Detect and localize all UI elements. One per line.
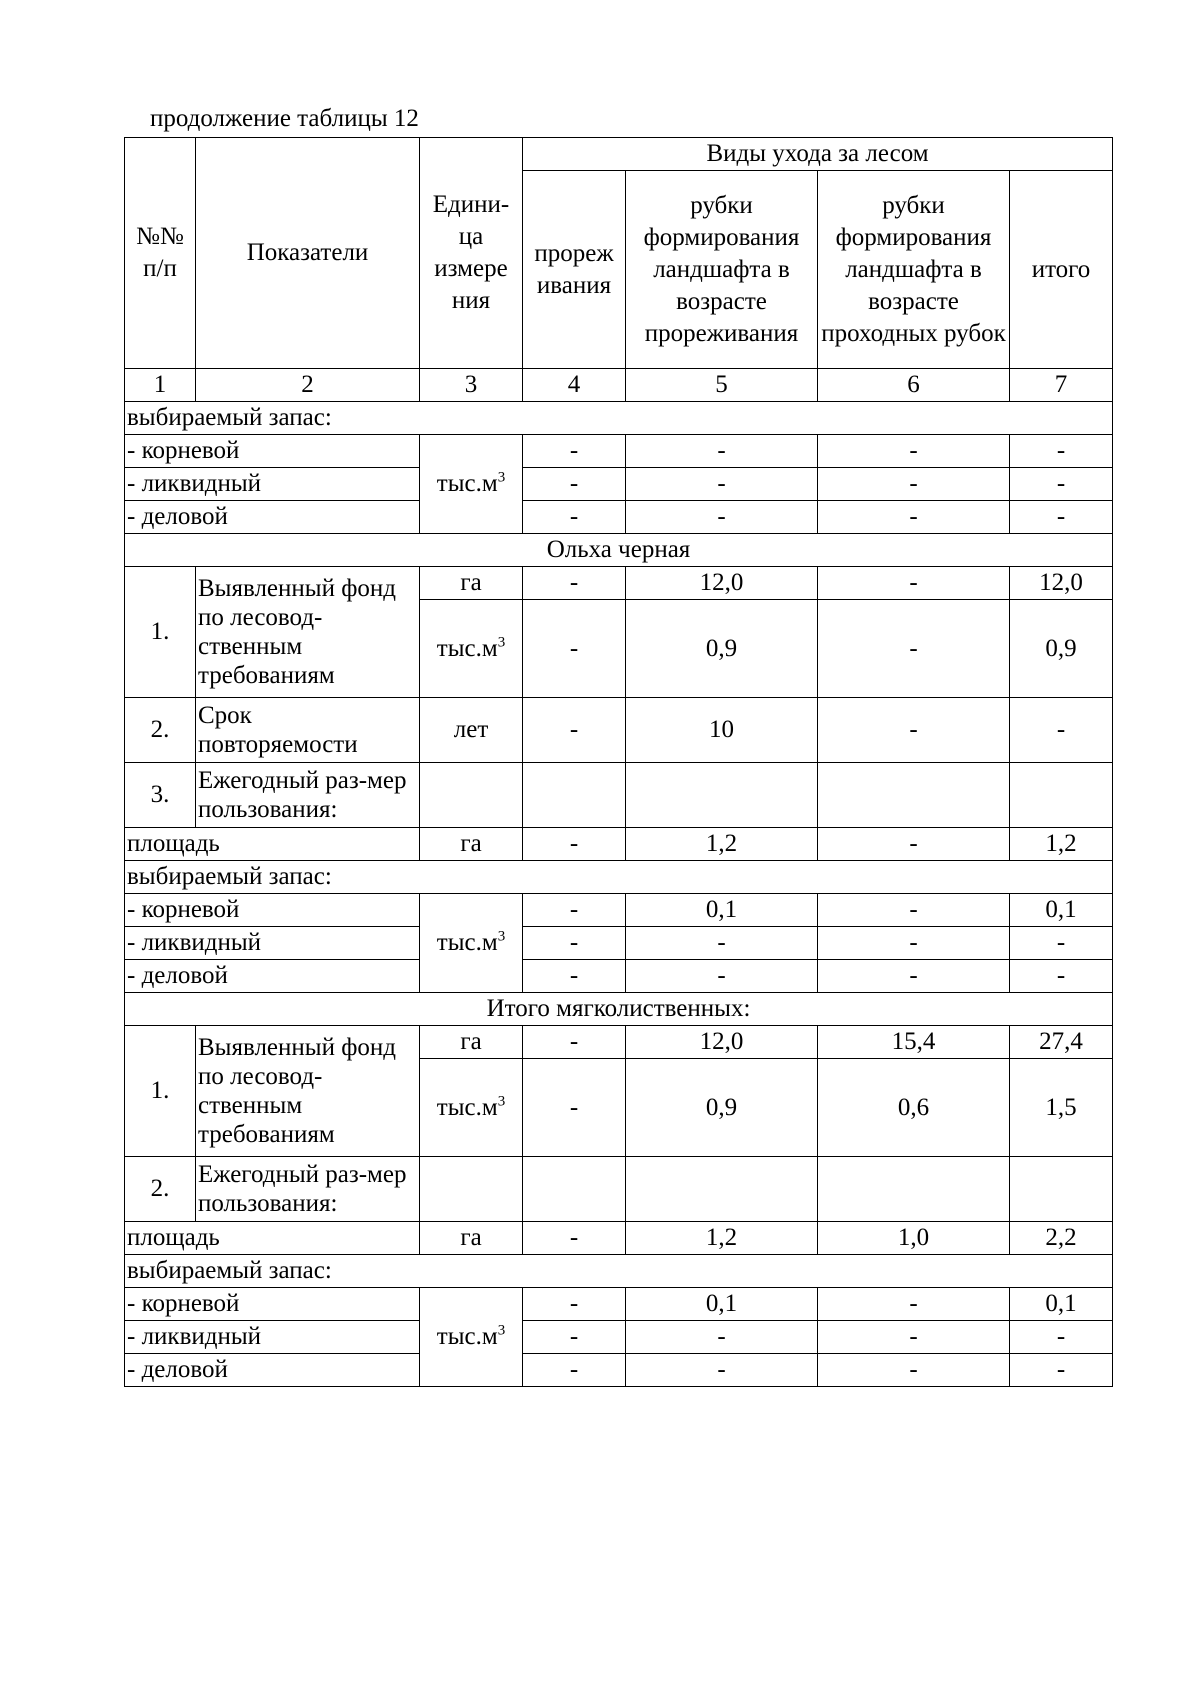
value-cell: -: [523, 960, 626, 993]
value-cell: -: [523, 698, 626, 763]
value-cell: -: [818, 468, 1010, 501]
value-cell: 0,1: [626, 1288, 818, 1321]
unit-text: тыс.м: [436, 1323, 498, 1350]
unit-exp: 3: [497, 1093, 506, 1110]
column-number: 1: [125, 369, 196, 402]
section-title: Итого мягколиственных:: [125, 993, 1113, 1026]
row-number: 2.: [125, 698, 196, 763]
unit-text: тыс.м: [436, 929, 498, 956]
unit-cell: [420, 600, 523, 698]
row-label-annual: Ежегодный раз-мер пользования:: [196, 1157, 420, 1222]
row-number: 2.: [125, 1157, 196, 1222]
column-number: 6: [818, 369, 1010, 402]
column-number: 5: [626, 369, 818, 402]
row-label-period: Срок повторяемости: [196, 698, 420, 763]
value-cell: -: [818, 1288, 1010, 1321]
row-label-liquid: - ликвидный: [125, 1321, 420, 1354]
value-cell: -: [626, 501, 818, 534]
table-row: [125, 894, 1113, 927]
column-number: 3: [420, 369, 523, 402]
value-cell: -: [818, 600, 1010, 698]
column-number: 2: [196, 369, 420, 402]
value-cell: -: [1010, 1321, 1113, 1354]
value-cell: 12,0: [1010, 567, 1113, 600]
header-unit: Едини-ца измере ния: [420, 138, 523, 369]
table-row: [125, 1026, 1113, 1059]
unit-text: тыс.м: [436, 1093, 498, 1121]
unit-cell: [420, 1288, 523, 1387]
empty-cell: [523, 1157, 626, 1222]
unit-cell: [420, 435, 523, 534]
value-cell: -: [626, 960, 818, 993]
value-cell: -: [523, 1059, 626, 1157]
value-cell: 0,1: [1010, 1288, 1113, 1321]
row-label-fund: Выявленный фонд по лесовод-ственным требованиям: [196, 567, 420, 698]
row-label-root: - корневой: [125, 1288, 420, 1321]
row-label-business: - деловой: [125, 501, 420, 534]
table-row: [125, 828, 1113, 861]
row-label-stock: выбираемый запас:: [125, 402, 1113, 435]
empty-cell: [420, 1157, 523, 1222]
unit-cell: га: [420, 828, 523, 861]
value-cell: 1,2: [1010, 828, 1113, 861]
value-cell: -: [523, 1288, 626, 1321]
value-cell: 1,2: [626, 828, 818, 861]
value-cell: 27,4: [1010, 1026, 1113, 1059]
column-number: 4: [523, 369, 626, 402]
value-cell: -: [1010, 927, 1113, 960]
empty-cell: [1010, 1157, 1113, 1222]
value-cell: -: [523, 501, 626, 534]
value-cell: -: [523, 1026, 626, 1059]
table-row: [125, 763, 1113, 828]
value-cell: 1,0: [818, 1222, 1010, 1255]
unit-cell: лет: [420, 698, 523, 763]
table-row: [125, 960, 1113, 993]
empty-cell: [1010, 763, 1113, 828]
unit-cell: га: [420, 567, 523, 600]
value-cell: 12,0: [626, 567, 818, 600]
header-care-types: Виды ухода за лесом: [523, 138, 1113, 171]
value-cell: -: [818, 435, 1010, 468]
section-title: Ольха черная: [125, 534, 1113, 567]
value-cell: 1,5: [1010, 1059, 1113, 1157]
value-cell: -: [818, 1321, 1010, 1354]
value-cell: -: [523, 1222, 626, 1255]
value-cell: -: [626, 1321, 818, 1354]
empty-cell: [818, 763, 1010, 828]
table-row: [125, 1157, 1113, 1222]
table-row: [125, 1288, 1113, 1321]
table-row: [125, 927, 1113, 960]
table-row: [125, 698, 1113, 763]
value-cell: 2,2: [1010, 1222, 1113, 1255]
value-cell: 0,9: [626, 600, 818, 698]
value-cell: -: [626, 1354, 818, 1387]
column-number: 7: [1010, 369, 1113, 402]
table-row: [125, 1321, 1113, 1354]
value-cell: -: [818, 960, 1010, 993]
unit-exp: 3: [497, 928, 506, 945]
header-num: №№ п/п: [125, 138, 196, 369]
value-cell: -: [1010, 698, 1113, 763]
table-row: [125, 501, 1113, 534]
value-cell: -: [523, 567, 626, 600]
row-label-fund: Выявленный фонд по лесовод-ственным требованиям: [196, 1026, 420, 1157]
value-cell: -: [818, 698, 1010, 763]
row-label-business: - деловой: [125, 1354, 420, 1387]
unit-cell: [420, 894, 523, 993]
row-number: 1.: [125, 1026, 196, 1157]
value-cell: -: [523, 1321, 626, 1354]
unit-text: тыс.м: [436, 470, 498, 497]
unit-exp: 3: [497, 634, 506, 651]
unit-cell: га: [420, 1222, 523, 1255]
header-col4: прореж ивания: [523, 171, 626, 369]
header-col5: рубки формирования ландшафта в возрасте прореживания: [626, 171, 818, 369]
value-cell: -: [818, 927, 1010, 960]
row-label-liquid: - ликвидный: [125, 927, 420, 960]
value-cell: -: [523, 927, 626, 960]
table-row: [125, 1222, 1113, 1255]
header-col7: итого: [1010, 171, 1113, 369]
unit-text: тыс.м: [436, 634, 498, 662]
value-cell: -: [523, 468, 626, 501]
value-cell: 1,2: [626, 1222, 818, 1255]
value-cell: 0,1: [1010, 894, 1113, 927]
empty-cell: [523, 763, 626, 828]
row-number: 3.: [125, 763, 196, 828]
value-cell: -: [626, 468, 818, 501]
value-cell: 12,0: [626, 1026, 818, 1059]
row-label-annual: Ежегодный раз-мер пользования:: [196, 763, 420, 828]
value-cell: 0,9: [1010, 600, 1113, 698]
unit-cell: [420, 1059, 523, 1157]
unit-exp: 3: [497, 469, 506, 486]
value-cell: -: [818, 894, 1010, 927]
value-cell: 10: [626, 698, 818, 763]
value-cell: -: [1010, 435, 1113, 468]
value-cell: -: [1010, 1354, 1113, 1387]
value-cell: -: [818, 1354, 1010, 1387]
value-cell: 0,1: [626, 894, 818, 927]
row-label-area: площадь: [125, 1222, 420, 1255]
forest-care-table: [124, 137, 1113, 1387]
table-caption: продолжение таблицы 12: [150, 105, 419, 132]
value-cell: -: [818, 501, 1010, 534]
empty-cell: [626, 763, 818, 828]
row-label-area: площадь: [125, 828, 420, 861]
empty-cell: [626, 1157, 818, 1222]
row-label-stock: выбираемый запас:: [125, 1255, 1113, 1288]
value-cell: -: [626, 435, 818, 468]
unit-exp: 3: [497, 1322, 506, 1339]
value-cell: 15,4: [818, 1026, 1010, 1059]
value-cell: -: [523, 1354, 626, 1387]
row-number: 1.: [125, 567, 196, 698]
table-row: [125, 435, 1113, 468]
header-indicators: Показатели: [196, 138, 420, 369]
unit-cell: га: [420, 1026, 523, 1059]
row-label-root: - корневой: [125, 894, 420, 927]
value-cell: -: [1010, 960, 1113, 993]
empty-cell: [420, 763, 523, 828]
table-row: [125, 1354, 1113, 1387]
value-cell: -: [523, 600, 626, 698]
empty-cell: [818, 1157, 1010, 1222]
row-label-stock: выбираемый запас:: [125, 861, 1113, 894]
value-cell: -: [1010, 468, 1113, 501]
value-cell: -: [626, 927, 818, 960]
column-numbers-row: [125, 369, 1113, 402]
row-label-business: - деловой: [125, 960, 420, 993]
value-cell: -: [818, 828, 1010, 861]
value-cell: -: [523, 828, 626, 861]
table-row: [125, 468, 1113, 501]
row-label-root: - корневой: [125, 435, 420, 468]
value-cell: -: [523, 435, 626, 468]
value-cell: -: [1010, 501, 1113, 534]
value-cell: 0,6: [818, 1059, 1010, 1157]
table-row: [125, 567, 1113, 600]
value-cell: 0,9: [626, 1059, 818, 1157]
header-col6: рубки формирования ландшафта в возрасте проходных рубок: [818, 171, 1010, 369]
row-label-liquid: - ликвидный: [125, 468, 420, 501]
value-cell: -: [818, 567, 1010, 600]
value-cell: -: [523, 894, 626, 927]
